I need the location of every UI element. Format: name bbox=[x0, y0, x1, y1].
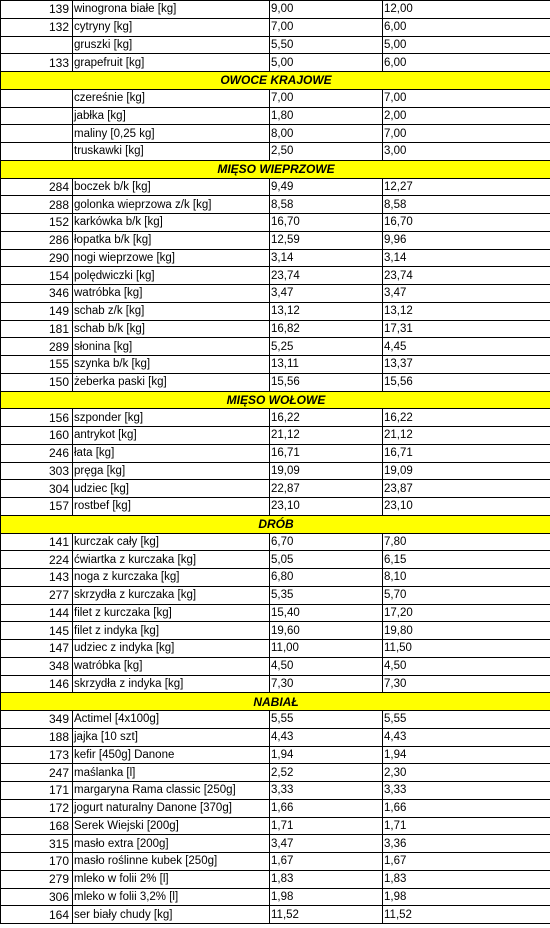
product-code-cell: 143 bbox=[1, 569, 73, 587]
table-row bbox=[1, 231, 550, 249]
product-code-cell bbox=[1, 89, 73, 107]
product-code-cell: 144 bbox=[1, 604, 73, 622]
category-label: OWOCE KRAJOWE bbox=[1, 72, 550, 90]
product-code-cell: 346 bbox=[1, 285, 73, 303]
price-1-cell: 7,00 bbox=[270, 18, 383, 36]
price-2-cell: 17,31 bbox=[383, 320, 550, 338]
table-row bbox=[1, 320, 550, 338]
product-code-cell: 277 bbox=[1, 586, 73, 604]
price-2-cell: 12,27 bbox=[383, 178, 550, 196]
price-1-cell: 5,00 bbox=[270, 54, 383, 72]
price-2-cell: 1,83 bbox=[383, 870, 550, 888]
price-1-cell: 1,83 bbox=[270, 870, 383, 888]
product-name-cell: golonka wieprzowa z/k [kg] bbox=[73, 196, 270, 214]
price-2-cell: 5,00 bbox=[383, 36, 550, 54]
product-name-cell: jajka [10 szt] bbox=[73, 728, 270, 746]
product-name-cell: grapefruit [kg] bbox=[73, 54, 270, 72]
product-code-cell: 156 bbox=[1, 409, 73, 427]
product-code-cell: 145 bbox=[1, 622, 73, 640]
price-1-cell: 16,22 bbox=[270, 409, 383, 427]
table-row bbox=[1, 604, 550, 622]
product-name-cell: schab z/k [kg] bbox=[73, 302, 270, 320]
price-1-cell: 6,70 bbox=[270, 533, 383, 551]
product-code-cell: 224 bbox=[1, 551, 73, 569]
product-name-cell: filet z indyka [kg] bbox=[73, 622, 270, 640]
product-name-cell: polędwiczki [kg] bbox=[73, 267, 270, 285]
product-name-cell: karkówka b/k [kg] bbox=[73, 214, 270, 232]
table-row bbox=[1, 125, 550, 143]
product-code-cell: 306 bbox=[1, 888, 73, 906]
product-code-cell: 173 bbox=[1, 746, 73, 764]
product-name-cell: żeberka paski [kg] bbox=[73, 373, 270, 391]
product-code-cell: 154 bbox=[1, 267, 73, 285]
price-1-cell: 21,12 bbox=[270, 427, 383, 445]
product-name-cell: masło extra [200g] bbox=[73, 835, 270, 853]
product-name-cell: czereśnie [kg] bbox=[73, 89, 270, 107]
product-code-cell: 146 bbox=[1, 675, 73, 693]
table-row bbox=[1, 586, 550, 604]
table-row bbox=[1, 711, 550, 729]
product-name-cell: cytryny [kg] bbox=[73, 18, 270, 36]
table-row bbox=[1, 107, 550, 125]
price-2-cell: 8,10 bbox=[383, 569, 550, 587]
product-name-cell: boczek b/k [kg] bbox=[73, 178, 270, 196]
price-1-cell: 7,30 bbox=[270, 675, 383, 693]
product-code-cell bbox=[1, 107, 73, 125]
price-2-cell: 16,71 bbox=[383, 444, 550, 462]
product-code-cell: 172 bbox=[1, 799, 73, 817]
price-1-cell: 16,71 bbox=[270, 444, 383, 462]
product-code-cell: 286 bbox=[1, 231, 73, 249]
price-1-cell: 2,52 bbox=[270, 764, 383, 782]
price-2-cell: 23,87 bbox=[383, 480, 550, 498]
price-1-cell: 3,33 bbox=[270, 782, 383, 800]
price-2-cell: 3,33 bbox=[383, 782, 550, 800]
product-name-cell: masło roślinne kubek [250g] bbox=[73, 853, 270, 871]
table-row bbox=[1, 444, 550, 462]
product-code-cell: 315 bbox=[1, 835, 73, 853]
product-code-cell: 147 bbox=[1, 640, 73, 658]
product-name-cell: mleko w folii 2% [l] bbox=[73, 870, 270, 888]
price-2-cell: 19,80 bbox=[383, 622, 550, 640]
product-name-cell: udziec z indyka [kg] bbox=[73, 640, 270, 658]
table-row bbox=[1, 373, 550, 391]
product-name-cell: mleko w folii 3,2% [l] bbox=[73, 888, 270, 906]
product-code-cell: 284 bbox=[1, 178, 73, 196]
table-row bbox=[1, 356, 550, 374]
price-1-cell: 5,55 bbox=[270, 711, 383, 729]
product-name-cell: łopatka b/k [kg] bbox=[73, 231, 270, 249]
product-code-cell: 155 bbox=[1, 356, 73, 374]
table-row bbox=[1, 569, 550, 587]
table-row bbox=[1, 409, 550, 427]
price-2-cell: 5,70 bbox=[383, 586, 550, 604]
product-code-cell: 290 bbox=[1, 249, 73, 267]
product-code-cell: 188 bbox=[1, 728, 73, 746]
price-2-cell: 4,50 bbox=[383, 657, 550, 675]
price-1-cell: 5,35 bbox=[270, 586, 383, 604]
product-name-cell: margaryna Rama classic [250g] bbox=[73, 782, 270, 800]
table-row bbox=[1, 799, 550, 817]
price-1-cell: 1,71 bbox=[270, 817, 383, 835]
table-row bbox=[1, 657, 550, 675]
price-2-cell: 9,96 bbox=[383, 231, 550, 249]
price-2-cell: 15,56 bbox=[383, 373, 550, 391]
table-row bbox=[1, 640, 550, 658]
category-label: MIĘSO WOŁOWE bbox=[1, 391, 550, 409]
price-2-cell: 1,71 bbox=[383, 817, 550, 835]
price-1-cell: 4,50 bbox=[270, 657, 383, 675]
price-1-cell: 5,25 bbox=[270, 338, 383, 356]
product-name-cell: pręga [kg] bbox=[73, 462, 270, 480]
product-code-cell: 304 bbox=[1, 480, 73, 498]
table-row bbox=[1, 143, 550, 161]
product-name-cell: maślanka [l] bbox=[73, 764, 270, 782]
price-2-cell: 16,70 bbox=[383, 214, 550, 232]
price-2-cell: 12,00 bbox=[383, 1, 550, 19]
table-row bbox=[1, 427, 550, 445]
price-2-cell: 2,30 bbox=[383, 764, 550, 782]
price-1-cell: 23,74 bbox=[270, 267, 383, 285]
product-code-cell: 168 bbox=[1, 817, 73, 835]
product-code-cell: 133 bbox=[1, 54, 73, 72]
product-name-cell: szponder [kg] bbox=[73, 409, 270, 427]
product-name-cell: Serek Wiejski [200g] bbox=[73, 817, 270, 835]
price-1-cell: 9,00 bbox=[270, 1, 383, 19]
table-row bbox=[1, 533, 550, 551]
price-2-cell: 3,14 bbox=[383, 249, 550, 267]
price-2-cell: 21,12 bbox=[383, 427, 550, 445]
product-name-cell: nogi wieprzowe [kg] bbox=[73, 249, 270, 267]
category-header-row bbox=[1, 72, 550, 90]
table-row bbox=[1, 1, 550, 19]
price-2-cell: 6,00 bbox=[383, 18, 550, 36]
price-2-cell: 3,47 bbox=[383, 285, 550, 303]
table-row bbox=[1, 675, 550, 693]
product-name-cell: rostbef [kg] bbox=[73, 498, 270, 516]
product-code-cell: 171 bbox=[1, 782, 73, 800]
price-2-cell: 7,00 bbox=[383, 125, 550, 143]
table-row bbox=[1, 888, 550, 906]
price-table-body bbox=[1, 1, 550, 924]
product-code-cell: 149 bbox=[1, 302, 73, 320]
product-name-cell: winogrona białe [kg] bbox=[73, 1, 270, 19]
price-2-cell: 2,00 bbox=[383, 107, 550, 125]
product-name-cell: jabłka [kg] bbox=[73, 107, 270, 125]
price-1-cell: 1,98 bbox=[270, 888, 383, 906]
price-2-cell: 8,58 bbox=[383, 196, 550, 214]
product-name-cell: truskawki [kg] bbox=[73, 143, 270, 161]
product-code-cell: 303 bbox=[1, 462, 73, 480]
product-code-cell: 160 bbox=[1, 427, 73, 445]
price-2-cell: 13,12 bbox=[383, 302, 550, 320]
product-name-cell: antrykot [kg] bbox=[73, 427, 270, 445]
price-2-cell: 4,43 bbox=[383, 728, 550, 746]
price-2-cell: 23,74 bbox=[383, 267, 550, 285]
product-name-cell: ser biały chudy [kg] bbox=[73, 906, 270, 924]
category-label: DRÓB bbox=[1, 515, 550, 533]
price-2-cell: 7,80 bbox=[383, 533, 550, 551]
table-row bbox=[1, 870, 550, 888]
price-1-cell: 1,66 bbox=[270, 799, 383, 817]
price-2-cell: 11,50 bbox=[383, 640, 550, 658]
product-code-cell: 288 bbox=[1, 196, 73, 214]
product-code-cell: 152 bbox=[1, 214, 73, 232]
product-name-cell: ćwiartka z kurczaka [kg] bbox=[73, 551, 270, 569]
product-name-cell: kurczak cały [kg] bbox=[73, 533, 270, 551]
product-code-cell: 157 bbox=[1, 498, 73, 516]
price-2-cell: 7,00 bbox=[383, 89, 550, 107]
table-row bbox=[1, 817, 550, 835]
price-1-cell: 16,70 bbox=[270, 214, 383, 232]
product-code-cell: 181 bbox=[1, 320, 73, 338]
product-code-cell: 289 bbox=[1, 338, 73, 356]
product-code-cell: 150 bbox=[1, 373, 73, 391]
category-header-row bbox=[1, 160, 550, 178]
product-code-cell bbox=[1, 143, 73, 161]
product-name-cell: watróbka [kg] bbox=[73, 657, 270, 675]
price-1-cell: 5,05 bbox=[270, 551, 383, 569]
table-row bbox=[1, 249, 550, 267]
price-2-cell: 19,09 bbox=[383, 462, 550, 480]
product-code-cell bbox=[1, 125, 73, 143]
price-1-cell: 1,67 bbox=[270, 853, 383, 871]
product-code-cell: 349 bbox=[1, 711, 73, 729]
table-row bbox=[1, 480, 550, 498]
category-label: MIĘSO WIEPRZOWE bbox=[1, 160, 550, 178]
price-1-cell: 1,80 bbox=[270, 107, 383, 125]
table-row bbox=[1, 302, 550, 320]
price-2-cell: 1,67 bbox=[383, 853, 550, 871]
table-row bbox=[1, 764, 550, 782]
table-row bbox=[1, 906, 550, 924]
table-row bbox=[1, 267, 550, 285]
price-1-cell: 3,47 bbox=[270, 835, 383, 853]
table-row bbox=[1, 18, 550, 36]
table-row bbox=[1, 462, 550, 480]
price-2-cell: 1,94 bbox=[383, 746, 550, 764]
product-name-cell: gruszki [kg] bbox=[73, 36, 270, 54]
product-code-cell: 141 bbox=[1, 533, 73, 551]
product-name-cell: skrzydła z kurczaka [kg] bbox=[73, 586, 270, 604]
product-code-cell: 170 bbox=[1, 853, 73, 871]
price-1-cell: 15,40 bbox=[270, 604, 383, 622]
price-1-cell: 8,58 bbox=[270, 196, 383, 214]
price-1-cell: 5,50 bbox=[270, 36, 383, 54]
price-1-cell: 23,10 bbox=[270, 498, 383, 516]
price-1-cell: 12,59 bbox=[270, 231, 383, 249]
product-name-cell: słonina [kg] bbox=[73, 338, 270, 356]
price-1-cell: 6,80 bbox=[270, 569, 383, 587]
product-name-cell: kefir [450g] Danone bbox=[73, 746, 270, 764]
price-1-cell: 16,82 bbox=[270, 320, 383, 338]
product-name-cell: Actimel [4x100g] bbox=[73, 711, 270, 729]
price-2-cell: 6,00 bbox=[383, 54, 550, 72]
table-row bbox=[1, 89, 550, 107]
product-code-cell bbox=[1, 36, 73, 54]
category-header-row bbox=[1, 391, 550, 409]
product-name-cell: szynka b/k [kg] bbox=[73, 356, 270, 374]
product-name-cell: filet z kurczaka [kg] bbox=[73, 604, 270, 622]
price-2-cell: 3,36 bbox=[383, 835, 550, 853]
category-header-row bbox=[1, 693, 550, 711]
product-code-cell: 247 bbox=[1, 764, 73, 782]
category-header-row bbox=[1, 515, 550, 533]
price-2-cell: 11,52 bbox=[383, 906, 550, 924]
price-2-cell: 3,00 bbox=[383, 143, 550, 161]
table-row bbox=[1, 196, 550, 214]
table-row bbox=[1, 551, 550, 569]
product-code-cell: 132 bbox=[1, 18, 73, 36]
product-code-cell: 139 bbox=[1, 1, 73, 19]
product-name-cell: noga z kurczaka [kg] bbox=[73, 569, 270, 587]
table-row bbox=[1, 835, 550, 853]
product-code-cell: 246 bbox=[1, 444, 73, 462]
price-2-cell: 13,37 bbox=[383, 356, 550, 374]
table-row bbox=[1, 36, 550, 54]
price-1-cell: 3,14 bbox=[270, 249, 383, 267]
table-row bbox=[1, 338, 550, 356]
price-1-cell: 4,43 bbox=[270, 728, 383, 746]
table-row bbox=[1, 178, 550, 196]
price-1-cell: 13,12 bbox=[270, 302, 383, 320]
price-1-cell: 15,56 bbox=[270, 373, 383, 391]
table-row bbox=[1, 54, 550, 72]
product-name-cell: łata [kg] bbox=[73, 444, 270, 462]
price-2-cell: 7,30 bbox=[383, 675, 550, 693]
table-row bbox=[1, 285, 550, 303]
price-1-cell: 11,00 bbox=[270, 640, 383, 658]
table-row bbox=[1, 498, 550, 516]
price-1-cell: 9,49 bbox=[270, 178, 383, 196]
price-1-cell: 2,50 bbox=[270, 143, 383, 161]
product-name-cell: udziec [kg] bbox=[73, 480, 270, 498]
table-row bbox=[1, 214, 550, 232]
price-1-cell: 19,60 bbox=[270, 622, 383, 640]
price-1-cell: 7,00 bbox=[270, 89, 383, 107]
price-2-cell: 1,98 bbox=[383, 888, 550, 906]
price-2-cell: 6,15 bbox=[383, 551, 550, 569]
product-name-cell: schab b/k [kg] bbox=[73, 320, 270, 338]
price-1-cell: 19,09 bbox=[270, 462, 383, 480]
product-name-cell: jogurt naturalny Danone [370g] bbox=[73, 799, 270, 817]
price-1-cell: 3,47 bbox=[270, 285, 383, 303]
price-1-cell: 8,00 bbox=[270, 125, 383, 143]
price-2-cell: 5,55 bbox=[383, 711, 550, 729]
price-2-cell: 4,45 bbox=[383, 338, 550, 356]
table-row bbox=[1, 728, 550, 746]
price-2-cell: 23,10 bbox=[383, 498, 550, 516]
table-row bbox=[1, 746, 550, 764]
price-1-cell: 13,11 bbox=[270, 356, 383, 374]
price-2-cell: 17,20 bbox=[383, 604, 550, 622]
product-code-cell: 348 bbox=[1, 657, 73, 675]
product-name-cell: skrzydła z indyka [kg] bbox=[73, 675, 270, 693]
category-label: NABIAŁ bbox=[1, 693, 550, 711]
price-2-cell: 1,66 bbox=[383, 799, 550, 817]
product-name-cell: watróbka [kg] bbox=[73, 285, 270, 303]
product-code-cell: 164 bbox=[1, 906, 73, 924]
table-row bbox=[1, 622, 550, 640]
price-1-cell: 22,87 bbox=[270, 480, 383, 498]
price-1-cell: 11,52 bbox=[270, 906, 383, 924]
table-row bbox=[1, 782, 550, 800]
price-2-cell: 16,22 bbox=[383, 409, 550, 427]
product-code-cell: 279 bbox=[1, 870, 73, 888]
table-row bbox=[1, 853, 550, 871]
product-name-cell: maliny [0,25 kg] bbox=[73, 125, 270, 143]
price-1-cell: 1,94 bbox=[270, 746, 383, 764]
